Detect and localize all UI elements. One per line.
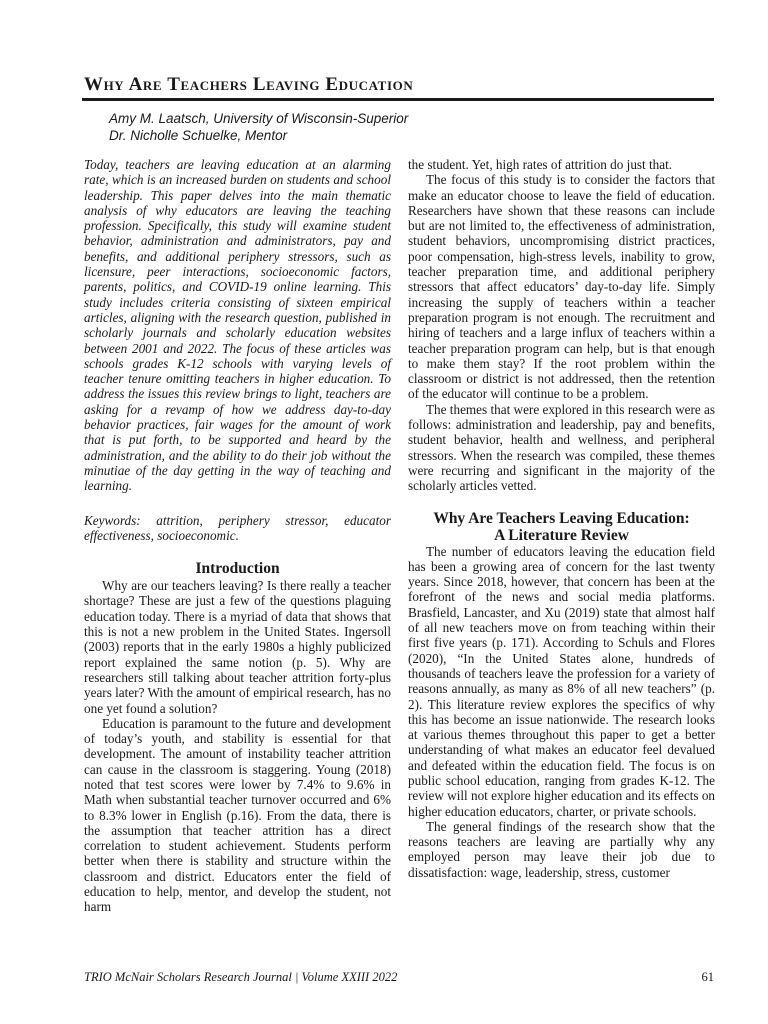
article-title: Why Are Teachers Leaving Education [84, 74, 414, 95]
left-column [84, 157, 391, 915]
paragraph: Why are our teachers leaving? Is there really a teacher shortage? These are just a few of the questions plaguing education today. There is a myriad of data that shows that this is not a new problem in the United States. Ingersoll (2003) reports that in the early 1980s a highly publicized report explained the same notion (p. 5). Why are researchers still talking about teacher attrition forty-plus years later? With the amount of empirical research, has no one yet found a solution? [84, 578, 391, 716]
journal-citation: TRIO McNair Scholars Research Journal | Volume XXIII 2022 [84, 970, 398, 984]
page-number: 61 [701, 970, 714, 984]
heading-line: Why Are Teachers Leaving Education: [433, 509, 690, 527]
author-block [109, 110, 408, 144]
section-heading-literature-review [408, 510, 715, 544]
paragraph: The general findings of the research show that the reasons teachers are leaving are partially why any employed person may leave their job due to dissatisfaction: wage, leadership, stress, customer [408, 818, 715, 880]
keywords: Keywords: attrition, periphery stressor, educator effectiveness, socioeconomic. [84, 512, 391, 543]
section-heading-introduction: Introduction [195, 560, 280, 578]
paragraph: Education is paramount to the future and development of today’s youth, and stability is essential for that development. The amount of instability teacher attrition can cause in the classroom is staggering. Young (2018) noted that test scores were lower by 7.4% to 9.6% in Math when substantial teacher turnover occurred and 6% to 8.3% lower in English (p.16). From the data, there is the assumption that teacher attrition has a direct correlation to student achievement. Students perform better when there is stability and structure within the classroom and district. Educators enter the field of education to help, mentor, and develop the student, not harm [84, 715, 391, 915]
right-column [408, 157, 715, 880]
heading-line: A Literature Review [494, 526, 629, 544]
paragraph: The number of educators leaving the education field has been a growing area of concern for the last twenty years. Since 2018, however, that concern has been at the forefront of the news and social media platforms. Brasfield, Lancaster, and Xu (2019) state that almost half of all new teachers move on from teaching within their first five years (p. 171). According to Schuls and Flores (2020), “In the United States alone, hundreds of thousands of teachers leave the profession for a variety of reasons annually, as many as 8% of all new teachers” (p. 2). This literature review explores the specifics of why this has become an issue nationwide. The research looks at various themes throughout this paper to get a better understanding of what makes an educator feel devalued and defeated within the education field. The focus is on public school education, ranging from grades K-12. The review will not explore higher education and its effects on higher education educators, charter, or private schools. [408, 543, 716, 819]
title-rule [82, 98, 714, 101]
mentor-name: Dr. Nicholle Schuelke, Mentor [109, 128, 288, 143]
author-name: Amy M. Laatsch, University of Wisconsin-Superior [109, 111, 409, 126]
paragraph: The themes that were explored in this research were as follows: administration and leadership, pay and benefits, student behavior, health and wellness, and peripheral stressors. When the research was compiled, these themes were recurring and significant in the majority of the scholarly articles vetted. [408, 401, 715, 494]
page-footer [84, 970, 714, 985]
paragraph: The focus of this study is to consider the factors that make an educator choose to leave the field of education. Researchers have shown that these reasons can include but are not limited to, the effectiveness of administration, student behaviors, uncompromising district practices, poor compensation, high-stress levels, inability to grow, teacher preparation time, and additional periphery stressors that affect educators’ day-to-day life. Simply increasing the supply of teachers within a teacher preparation program is not enough. The recruitment and hiring of teachers and a large influx of teachers within a teacher preparation program can help, but is that enough to make them stay? If the root problem within the classroom or district is not addressed, then the retention of the educator will continue to be a problem. [408, 172, 715, 402]
paragraph-continued: the student. Yet, high rates of attrition do just that. [408, 157, 673, 172]
abstract: Today, teachers are leaving education at an alarming rate, which is an increased burden on students and school leadership. This paper delves into the main thematic analysis of why educators are leaving the teaching profession. Specifically, this study will examine student behavior, administration and administrators, pay and benefits, and additional periphery stressors, such as licensure, peer interactions, socioeconomic factors, parents, politics, and COVID-19 online learning. This study includes criteria consisting of sixteen empirical articles, aligning with the research question, published in scholarly journals and scholarly education websites between 2001 and 2022. The focus of these articles was schools grades K-12 schools with varying levels of teacher tenure omitting teachers in higher education. To address the issues this review brings to light, teachers are asking for a revamp of how we address day-to-day behavior practices, fair wages for the amount of work that is put forth, to be supported and heard by the administration, and the ability to do their job without the minutiae of the day getting in the way of teaching and learning. [84, 157, 391, 494]
